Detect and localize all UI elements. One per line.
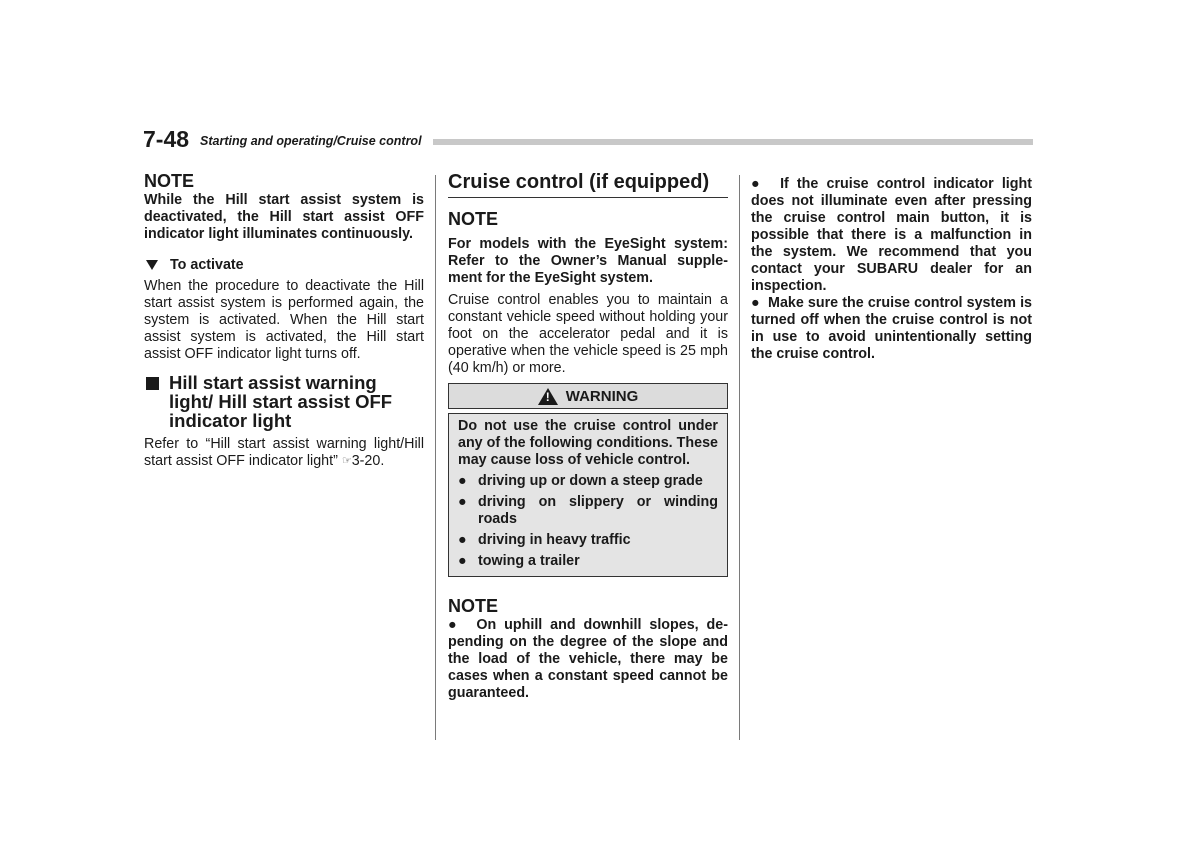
warning-box xyxy=(448,413,728,577)
header-bar xyxy=(433,139,1033,145)
subheading-label: To activate xyxy=(170,257,244,273)
note-heading: NOTE xyxy=(448,209,499,229)
column-divider xyxy=(739,175,740,740)
warning-header xyxy=(448,383,728,409)
warning-label: WARNING xyxy=(565,387,639,405)
bullet-icon: ● xyxy=(458,532,467,548)
bullet-icon: ● xyxy=(458,494,467,510)
bullet-icon: ● xyxy=(458,473,467,489)
refer-paragraph xyxy=(144,436,424,470)
warning-icon: ! xyxy=(538,388,558,405)
bullet-icon: ● xyxy=(751,295,769,311)
column-divider xyxy=(435,175,436,740)
square-bullet-icon xyxy=(146,377,159,390)
triangle-bullet-icon xyxy=(146,260,158,270)
column-left xyxy=(144,170,424,470)
warning-intro: Do not use the cruise control under any of the following conditions. These may cause loss of vehicle control. xyxy=(458,418,718,468)
bullet-icon: ● xyxy=(448,617,477,633)
column-middle xyxy=(448,170,728,702)
bullet-icon: ● xyxy=(751,176,781,192)
body-paragraph: Cruise control enables you to maintain a constant vehicle speed without holding your foot on the accelerator pedal and it is operative when the vehicle speed is 25 mph (40 km/h) or more. xyxy=(448,292,728,376)
section-title: Starting and operating/Cruise control xyxy=(200,134,422,148)
bullet-icon: ● xyxy=(458,553,467,569)
chapter-title: Cruise control (if equipped) xyxy=(448,170,728,198)
note-item: ● If the cruise control indicator light does not illuminate even after pressing the cruise control main button, it is possible that there is a malfunction in the system. We recommend that you contact your SUBARU dealer for an inspection. xyxy=(751,176,1032,294)
note-item: ● Make sure the cruise control system is turned off when the cruise control is not in use to avoid unintentionally setting the cruise control. xyxy=(751,295,1032,362)
note-text: While the Hill start assist system is deactivated, the Hill start assist OFF indicator light illuminates continuously. xyxy=(144,192,424,242)
activate-paragraph: When the procedure to deactivate the Hill start assist system is performed again, the system is activated. When the Hill start assist system is activated, the Hill start assist OFF indicator light turns off. xyxy=(144,278,424,362)
note-heading: NOTE xyxy=(144,171,195,191)
subheading-activate xyxy=(144,257,424,274)
list-item: ● driving up or down a steep grade xyxy=(458,473,703,489)
page-ref-icon: ☞ xyxy=(341,455,352,467)
refer-text: Refer to “Hill start assist warning light/Hill start assist OFF indicator light” xyxy=(144,436,424,469)
note-text: For models with the EyeSight system: Refer to the Owner’s Manual supple-ment for the EyeSight system. xyxy=(448,236,728,286)
section-heading xyxy=(144,373,424,430)
section-heading-text: Hill start assist warning light/ Hill start assist OFF indicator light xyxy=(169,372,393,431)
list-item: ● driving in heavy traffic xyxy=(458,532,631,548)
refer-page[interactable]: 3-20. xyxy=(351,453,385,469)
list-item: ● driving on slippery or winding roads xyxy=(458,494,718,527)
note-text: ● On uphill and downhill slopes, de-pending on the degree of the slope and the load of the vehicle, there may be cases when a constant speed cannot be guaranteed. xyxy=(448,617,728,701)
list-item: ● towing a trailer xyxy=(458,553,580,569)
note-heading: NOTE xyxy=(448,596,499,616)
column-right xyxy=(751,170,1032,363)
page-header xyxy=(143,124,1033,154)
page-number: 7-48 xyxy=(143,126,190,152)
